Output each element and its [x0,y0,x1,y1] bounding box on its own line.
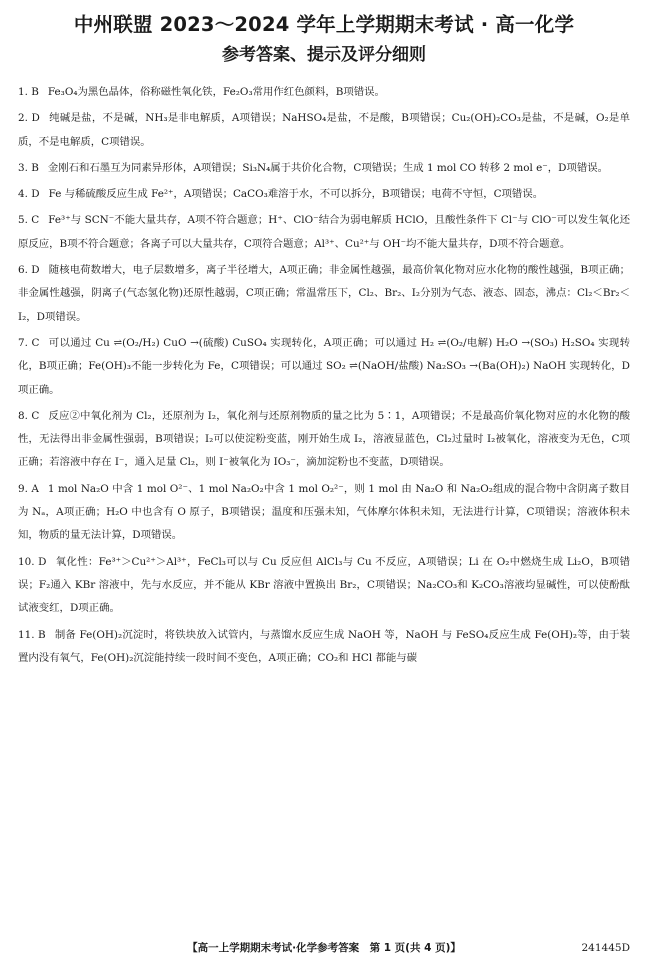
answer-explanation: 制备 Fe(OH)₂沉淀时，将铁块放入试管内，与蒸馏水反应生成 NaOH 等，NaOH 与 FeSO₄反应生成 Fe(OH)₂等，由于装置内没有氧气，Fe(OH)₂沉淀能持续一段时间不变色，A项正确；CO₂和 HCl 都能与碳 [18,628,630,664]
answer-number: 4. D [18,188,40,201]
answer-explanation: 金刚石和石墨互为同素异形体，A项错误；Si₃N₄属于共价化合物，C项错误；生成 1 mol CO 转移 2 mol e⁻，D项错误。 [47,161,609,174]
answer-explanation: 反应②中氧化剂为 Cl₂，还原剂为 I₂，氧化剂与还原剂物质的量之比为 5∶1，A项错误；不是最高价氧化物对应的水化物的酸性，无法得出非金属性强弱，B项错误；I₂可以使淀粉变蓝，刚开始生成 I₂，溶液显蓝色，Cl₂过量时 I₂被氧化，溶液变为无色，C项正确；若溶液中存在 I⁻，通入足量 Cl₂，则 I⁻被氧化为 IO₃⁻，滴加淀粉也不变蓝，D项错误。 [18,409,630,469]
answer-item-3 [18,157,630,180]
page-title: 中州联盟 2023～2024 学年上学期期末考试 · 高一化学 [73,13,575,36]
answer-number: 7. C [18,336,40,349]
answer-explanation: Fe 与稀硫酸反应生成 Fe²⁺，A项错误；CaCO₃难溶于水，不可以拆分，B项错误；电荷不守恒，C项错误。 [48,188,544,201]
footer-page-label: 【高一上学期期末考试·化学参考答案 第 1 页(共 4 页)】 [187,942,461,954]
answer-number: 1. B [18,86,39,98]
answer-item-8 [18,405,630,475]
answer-explanation: 1 mol Na₂O 中含 1 mol O²⁻、1 mol Na₂O₂中含 1 mol O₂²⁻，则 1 mol 由 Na₂O 和 Na₂O₂组成的混合物中含阴离子数目为 Nₐ，A项正确；H₂O 中也含有 O 原子，B项错误；温度和压强未知，气体摩尔体积未知，无法进行计算，C项错误；溶液体积未知，物质的量无法计算，D项错误。 [18,482,630,542]
answer-number: 9. A [18,482,39,495]
answer-explanation: 纯碱是盐，不是碱，NH₃是非电解质，A项错误；NaHSO₄是盐，不是酸，B项错误；Cu₂(OH)₂CO₃是盐，不是碱，O₂是单质，不是电解质，C项错误。 [18,112,630,148]
page-subtitle: 参考答案、提示及评分细则 [222,45,426,65]
answer-item-9 [18,478,630,548]
answer-number: 3. B [18,161,39,174]
answer-number: 5. C [18,214,40,227]
answer-explanation: 随核电荷数增大，电子层数增多，离子半径增大，A项正确；非金属性越强，最高价氧化物对应水化物的酸性越强，B项正确；非金属性越强，阴离子(气态氢化物)还原性越弱，C项正确；常温常压下，Cl₂、Br₂、I₂分别为气态、液态、固态，沸点：Cl₂＜Br₂＜I₂，D项错误。 [18,264,630,323]
answer-explanation: 可以通过 Cu ⇌(O₂/H₂) CuO →(硫酸) CuSO₄ 实现转化，A项正确；可以通过 H₂ ⇌(O₂/电解) H₂O →(SO₃) H₂SO₄ 实现转化，B项正确；Fe(OH)₃不能一步转化为 Fe，C项错误；可以通过 SO₂ ⇌(NaOH/盐酸) Na₂SO₃ →(Ba(OH)₂) NaOH 实现转化，D项正确。 [18,336,630,396]
answer-explanation: Fe³⁺与 SCN⁻不能大量共存，A项不符合题意；H⁺、ClO⁻结合为弱电解质 HClO，且酸性条件下 Cl⁻与 ClO⁻可以发生氧化还原反应，B项不符合题意；各离子可以大量共存，C项符合题意；Al³⁺、Cu²⁺与 OH⁻均不能大量共存，D项不符合题意。 [18,214,630,250]
answer-item-6 [18,259,630,329]
answer-item-1 [18,81,630,104]
answer-item-11 [18,624,630,671]
answer-item-2 [18,107,630,154]
answer-explanation: 氧化性：Fe³⁺＞Cu²⁺＞Al³⁺，FeCl₃可以与 Cu 反应但 AlCl₃与 Cu 不反应，A项错误；Li 在 O₂中燃烧生成 Li₂O，B项错误；F₂通入 KBr 溶液中，先与水反应，并不能从 KBr 溶液中置换出 Br₂，C项错误；Na₂CO₃和 K₂CO₃溶液均显碱性，可以使酚酞试液变红，D项正确。 [18,555,630,615]
answer-number: 10. D [18,555,47,568]
footer-code: 241445D [581,942,630,954]
answer-item-7 [18,332,630,402]
answer-explanation: Fe₃O₄为黑色晶体，俗称磁性氧化铁，Fe₂O₃常用作红色颜料，B项错误。 [47,86,385,98]
answer-list [18,81,630,670]
answer-number: 6. D [18,264,40,277]
answer-item-10 [18,551,630,621]
answer-item-4 [18,183,630,206]
answer-number: 8. C [18,409,40,422]
answer-item-5 [18,209,630,256]
answer-number: 2. D [18,112,40,125]
answer-number: 11. B [18,628,46,641]
